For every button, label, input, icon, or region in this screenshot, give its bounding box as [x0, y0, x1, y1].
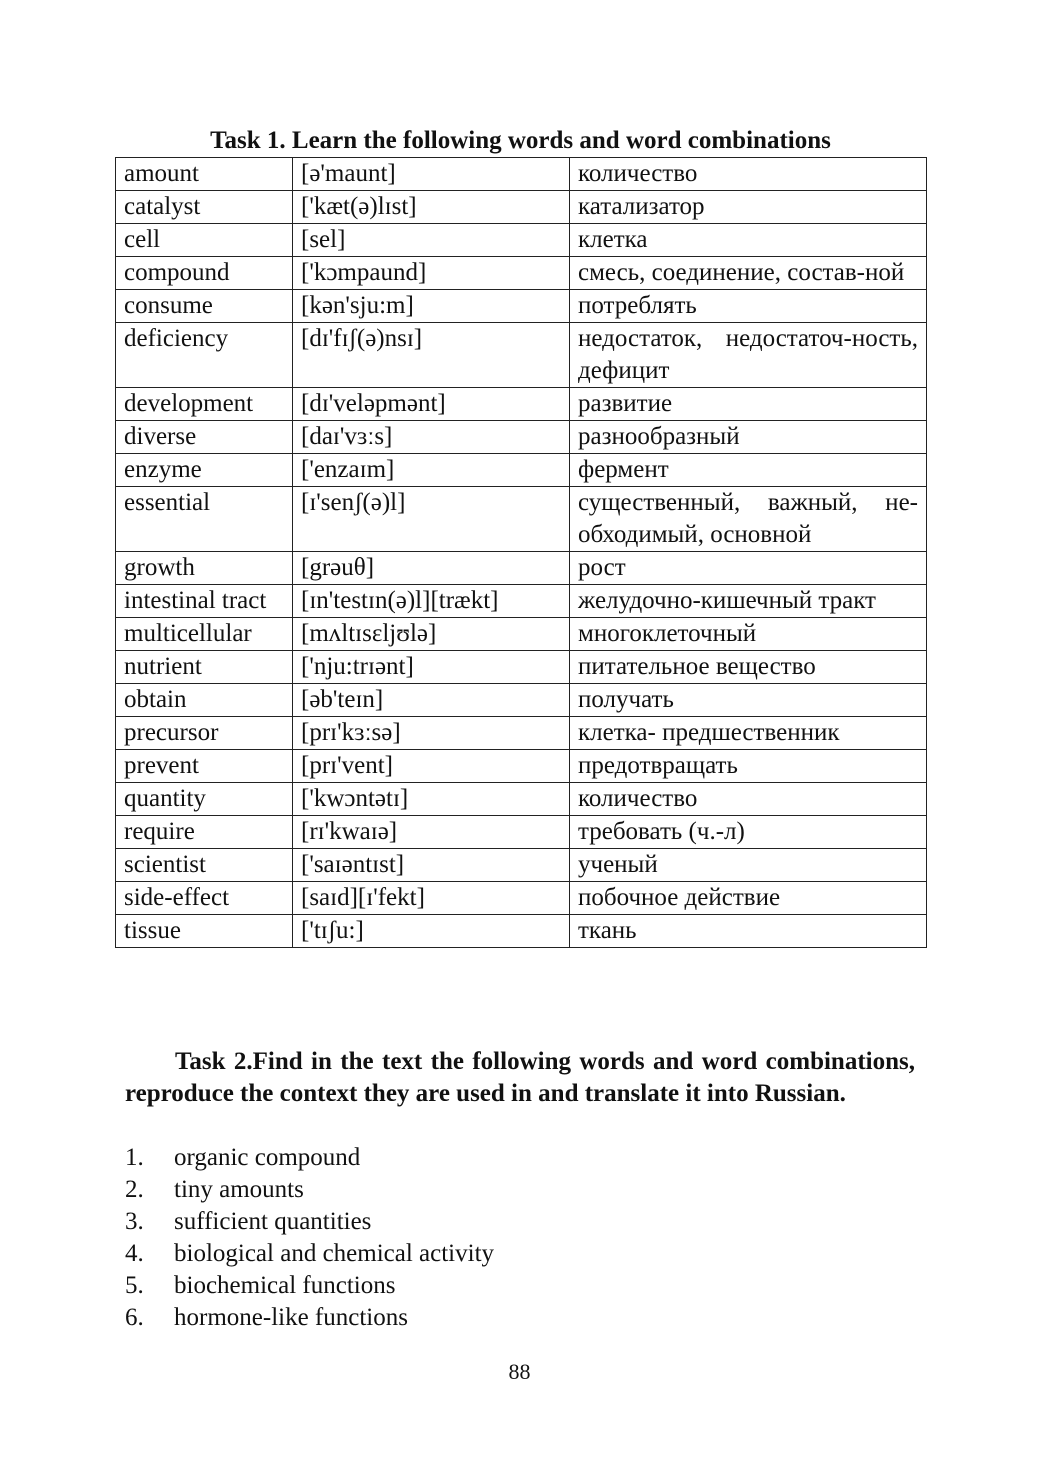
table-row [116, 684, 927, 717]
word-cell: diverse [116, 421, 293, 454]
transcription-cell: [mʌltɪsɛljʊlə] [293, 618, 570, 651]
task2-instruction: Task 2.Find in the text the following words and word combinations, reproduce the context they are used in and translate it into Russian. [125, 1048, 915, 1107]
list-item-number: 1. [125, 1144, 144, 1171]
translation-cell: катализатор [570, 191, 927, 224]
table-row [116, 191, 927, 224]
task2-list [125, 1142, 494, 1334]
word-cell: prevent [116, 750, 293, 783]
transcription-cell: [ɪ'senʃ(ə)l] [293, 487, 570, 552]
word-cell: cell [116, 224, 293, 257]
translation-cell: развитие [570, 388, 927, 421]
list-item [125, 1270, 494, 1302]
table-row [116, 388, 927, 421]
translation-cell: количество [570, 783, 927, 816]
word-cell: growth [116, 552, 293, 585]
table-row [116, 224, 927, 257]
list-item-text: organic compound [174, 1144, 361, 1171]
table-row [116, 585, 927, 618]
transcription-cell: ['enzaɪm] [293, 454, 570, 487]
translation-cell: ткань [570, 915, 927, 948]
transcription-cell: [dɪ'veləpmənt] [293, 388, 570, 421]
vocabulary-table-body [116, 158, 927, 948]
table-row [116, 290, 927, 323]
table-row [116, 750, 927, 783]
translation-cell: требовать (ч.-л) [570, 816, 927, 849]
vocabulary-table [115, 157, 927, 948]
word-cell: nutrient [116, 651, 293, 684]
word-cell: tissue [116, 915, 293, 948]
translation-cell: недостаток, недостаточ-ность, дефицит [570, 323, 927, 388]
page-number: 88 [508, 1359, 531, 1384]
transcription-cell: [əb'teɪn] [293, 684, 570, 717]
translation-cell: желудочно-кишечный тракт [570, 585, 927, 618]
translation-cell: рост [570, 552, 927, 585]
table-row [116, 783, 927, 816]
word-cell: multicellular [116, 618, 293, 651]
word-cell: catalyst [116, 191, 293, 224]
table-row [116, 849, 927, 882]
transcription-cell: [ɪn'testɪn(ə)l][trækt] [293, 585, 570, 618]
list-item-number: 3. [125, 1208, 144, 1235]
translation-cell: клетка [570, 224, 927, 257]
transcription-cell: [ə'maunt] [293, 158, 570, 191]
transcription-cell: [daɪ'vɜːs] [293, 421, 570, 454]
translation-cell: получать [570, 684, 927, 717]
list-item-number: 2. [125, 1176, 144, 1203]
transcription-cell: ['tɪʃu:] [293, 915, 570, 948]
transcription-cell: [saɪd][ɪ'fekt] [293, 882, 570, 915]
transcription-cell: [grəuθ] [293, 552, 570, 585]
table-row [116, 882, 927, 915]
translation-cell: предотвращать [570, 750, 927, 783]
word-cell: require [116, 816, 293, 849]
translation-cell: потреблять [570, 290, 927, 323]
task1-heading: Task 1. Learn the following words and word combinations [210, 127, 831, 154]
word-cell: side-effect [116, 882, 293, 915]
translation-cell: питательное вещество [570, 651, 927, 684]
list-item [125, 1238, 494, 1270]
transcription-cell: [kən'sju:m] [293, 290, 570, 323]
word-cell: compound [116, 257, 293, 290]
list-item-number: 4. [125, 1240, 144, 1267]
table-row [116, 651, 927, 684]
translation-cell: многоклеточный [570, 618, 927, 651]
table-row [116, 323, 927, 388]
transcription-cell: [prɪ'kɜːsə] [293, 717, 570, 750]
word-cell: deficiency [116, 323, 293, 388]
transcription-cell: ['saɪəntɪst] [293, 849, 570, 882]
translation-cell: разнообразный [570, 421, 927, 454]
transcription-cell: ['kwɔntətɪ] [293, 783, 570, 816]
table-row [116, 487, 927, 552]
table-row [116, 158, 927, 191]
translation-cell: ученый [570, 849, 927, 882]
translation-cell: клетка- предшественник [570, 717, 927, 750]
list-item [125, 1142, 494, 1174]
word-cell: intestinal tract [116, 585, 293, 618]
transcription-cell: ['kæt(ə)lɪst] [293, 191, 570, 224]
word-cell: precursor [116, 717, 293, 750]
word-cell: amount [116, 158, 293, 191]
list-item-number: 6. [125, 1304, 144, 1331]
list-item [125, 1302, 494, 1334]
table-row [116, 421, 927, 454]
table-row [116, 454, 927, 487]
list-item-text: sufficient quantities [174, 1208, 372, 1235]
word-cell: obtain [116, 684, 293, 717]
list-item-text: tiny amounts [174, 1176, 304, 1203]
table-row [116, 618, 927, 651]
translation-cell: фермент [570, 454, 927, 487]
translation-cell: смесь, соединение, состав-ной [570, 257, 927, 290]
list-item [125, 1206, 494, 1238]
transcription-cell: ['nju:trɪənt] [293, 651, 570, 684]
list-item-text: biochemical functions [174, 1272, 396, 1299]
word-cell: consume [116, 290, 293, 323]
table-row [116, 915, 927, 948]
table-row [116, 717, 927, 750]
translation-cell: количество [570, 158, 927, 191]
table-row [116, 257, 927, 290]
word-cell: enzyme [116, 454, 293, 487]
list-item [125, 1174, 494, 1206]
transcription-cell: [sel] [293, 224, 570, 257]
table-row [116, 552, 927, 585]
transcription-cell: [rɪ'kwaɪə] [293, 816, 570, 849]
word-cell: essential [116, 487, 293, 552]
table-row [116, 816, 927, 849]
list-item-number: 5. [125, 1272, 144, 1299]
list-item-text: hormone-like functions [174, 1304, 408, 1331]
translation-cell: побочное действие [570, 882, 927, 915]
transcription-cell: ['kɔmpaund] [293, 257, 570, 290]
list-item-text: biological and chemical activity [174, 1240, 495, 1267]
word-cell: development [116, 388, 293, 421]
transcription-cell: [prɪ'vent] [293, 750, 570, 783]
transcription-cell: [dɪ'fɪʃ(ə)nsɪ] [293, 323, 570, 388]
word-cell: scientist [116, 849, 293, 882]
word-cell: quantity [116, 783, 293, 816]
translation-cell: существенный, важный, не-обходимый, основной [570, 487, 927, 552]
